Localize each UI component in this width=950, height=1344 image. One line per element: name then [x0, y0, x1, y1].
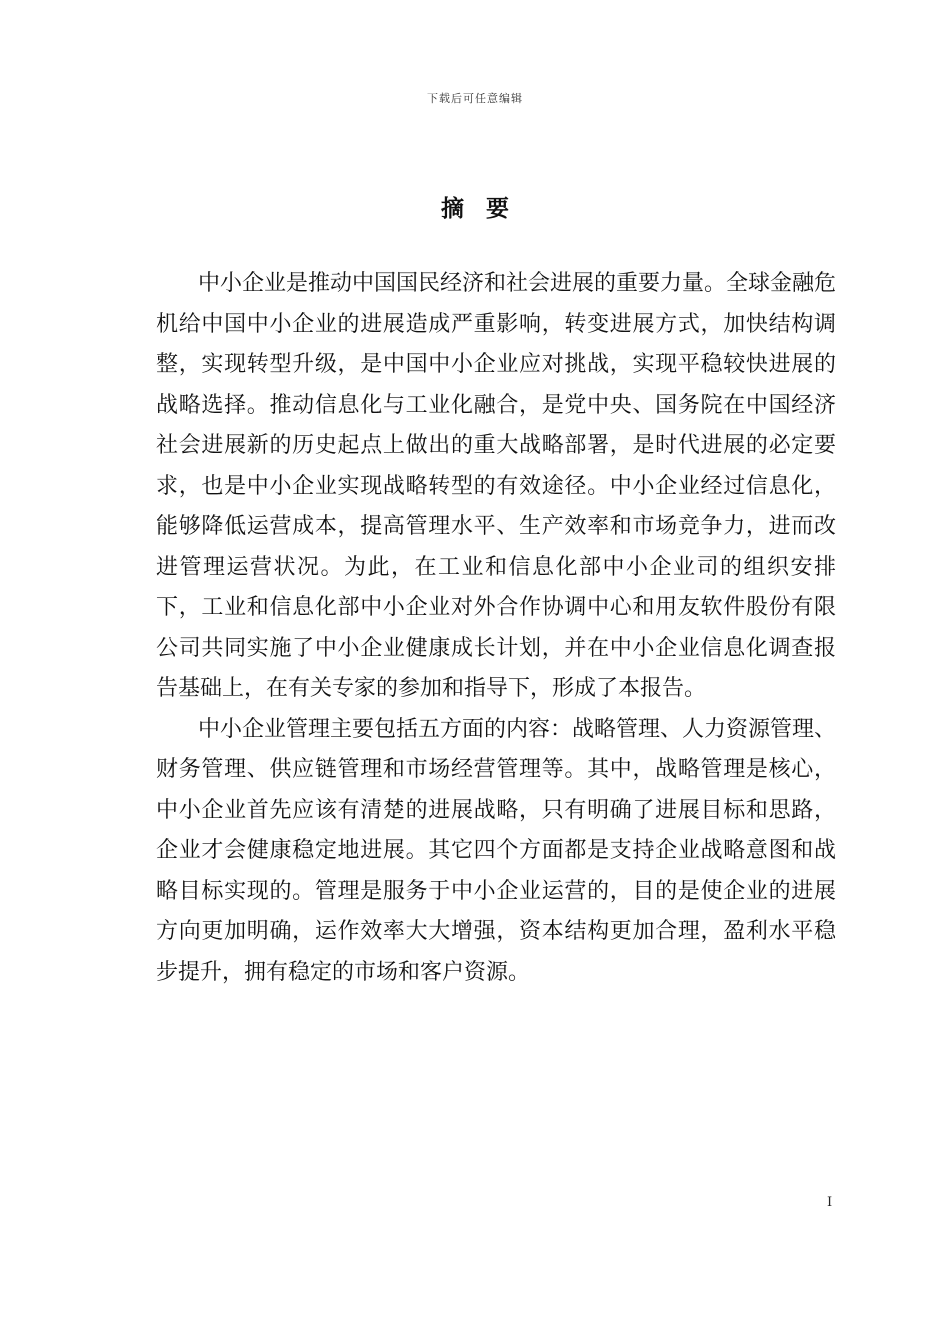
paragraph-2: 中小企业管理主要包括五方面的内容：战略管理、人力资源管理、财务管理、供应链管理和市场经营管理等。其中，战略管理是核心，中小企业首先应该有清楚的进展战略，只有明确了进展目标和思路，企业才会健康稳定地进展。其它四个方面都是支持企业战略意图和战略目标实现的。管理是服务于中小企业运营的，目的是使企业的进展方向更加明确，运作效率大大增强，资本结构更加合理，盈利水平稳步提升，拥有稳定的市场和客户资源。: [156, 716, 837, 985]
document-body: [156, 264, 836, 993]
page-number: I: [827, 1195, 833, 1210]
header-note: 下载后可任意编辑: [427, 92, 523, 105]
page-title: 摘要: [441, 196, 531, 222]
paragraph-1: 中小企业是推动中国国民经济和社会进展的重要力量。全球金融危机给中国中小企业的进展造成严重影响，转变进展方式，加快结构调整，实现转型升级，是中国中小企业应对挑战，实现平稳较快进展的战略选择。推动信息化与工业化融合，是党中央、国务院在中国经济社会进展新的历史起点上做出的重大战略部署，是时代进展的必定要求，也是中小企业实现战略转型的有效途径。中小企业经过信息化，能够降低运营成本，提高管理水平、生产效率和市场竞争力，进而改进管理运营状况。为此，在工业和信息化部中小企业司的组织安排下，工业和信息化部中小企业对外合作协调中心和用友软件股份有限公司共同实施了中小企业健康成长计划，并在中小企业信息化调查报告基础上，在有关专家的参加和指导下，形成了本报告。: [156, 271, 837, 701]
